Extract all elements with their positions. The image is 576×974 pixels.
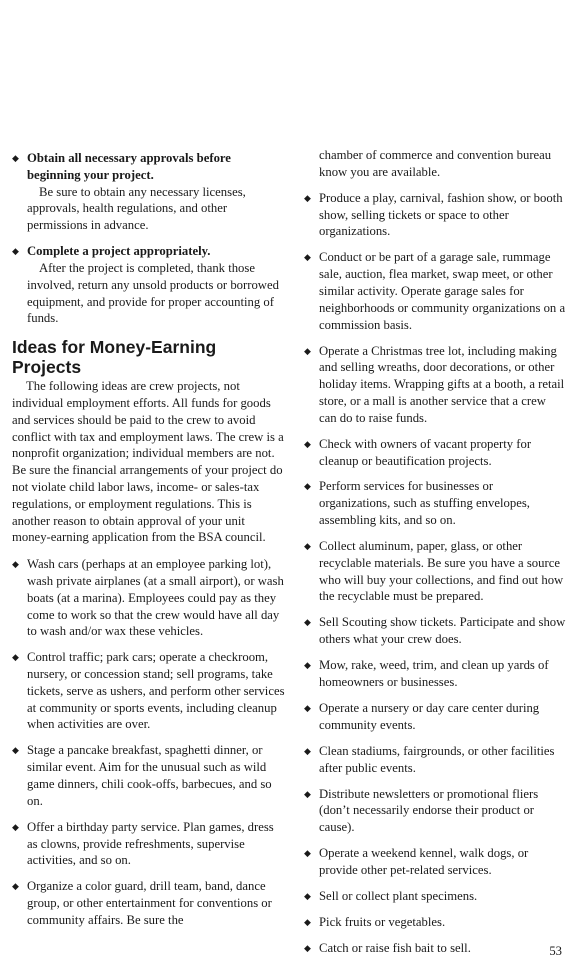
idea-text: Catch or raise fish bait to sell.	[319, 940, 471, 955]
page-number: 53	[549, 944, 562, 958]
left-column	[12, 150, 286, 938]
idea-text: Operate a nursery or day care center during community events.	[319, 701, 540, 732]
bullet-heading: Complete a project appropriately.	[27, 244, 211, 259]
idea-list-item	[304, 249, 566, 333]
idea-text: Operate a weekend kennel, walk dogs, or provide other pet-related services.	[319, 846, 529, 877]
idea-list-item	[304, 914, 566, 931]
bullet-diamond-icon: ◆	[304, 745, 311, 756]
idea-list-item	[304, 436, 566, 470]
bullet-diamond-icon: ◆	[304, 481, 311, 492]
bullet-diamond-icon: ◆	[304, 192, 311, 203]
idea-list-item	[304, 614, 566, 648]
idea-text: Perform services for businesses or organizations, such as stuffing envelopes, assembling kits, and so on.	[319, 479, 530, 528]
bullet-diamond-icon: ◆	[304, 541, 311, 552]
bullet-diamond-icon: ◆	[304, 438, 311, 449]
bullet-complete-project	[12, 243, 286, 327]
idea-text: Conduct or be part of a garage sale, rummage sale, auction, flea market, swap meet, or other similar activity. Operate garage sales for neighborhoods or community organizations on a commission basis.	[319, 250, 566, 332]
idea-list-item	[304, 845, 566, 879]
idea-text: Stage a pancake breakfast, spaghetti dinner, or similar event. Aim for the unusual such as wild game dinners, chili cook-offs, barbecues, and so on.	[27, 743, 272, 808]
bullet-diamond-icon: ◆	[304, 942, 311, 953]
continued-text: chamber of commerce and convention bureau know you are available.	[319, 148, 552, 179]
idea-text: Wash cars (perhaps at an employee parking lot), wash private airplanes (at a small airport), or wash boats (at a marina). Employees could pay as they come to work so that the crew would have all day to wash and/or wax these vehicles.	[27, 557, 284, 639]
bullet-diamond-icon: ◆	[304, 916, 311, 927]
idea-list-item	[304, 478, 566, 528]
idea-list-item	[12, 878, 286, 928]
bullet-diamond-icon: ◆	[304, 890, 311, 901]
idea-list-item	[12, 819, 286, 869]
right-column	[304, 147, 566, 966]
idea-list-item	[12, 742, 286, 809]
bullet-diamond-icon: ◆	[12, 745, 19, 756]
bullet-diamond-icon: ◆	[304, 617, 311, 628]
intro-paragraph: The following ideas are crew projects, not individual employment efforts. All funds for goods and services should be paid to the crew to avoid conflict with tax and employment laws. The crew is a nonprofit organization; individual members are not. Be sure the financial arrangements of your project do not violate child labor laws, income- or sales-tax regulations, or employment regulations. This is another reason to obtain approval of your unit money-earning application from the BSA council.	[12, 379, 284, 545]
bullet-diamond-icon: ◆	[304, 848, 311, 859]
idea-list-item	[304, 700, 566, 734]
idea-list-item	[304, 190, 566, 240]
idea-text: Offer a birthday party service. Plan games, dress as clowns, provide refreshments, supervise activities, and so on.	[27, 819, 274, 868]
bullet-body: Be sure to obtain any necessary licenses, approvals, health regulations, and other permissions in advance.	[27, 184, 246, 233]
idea-list-item	[304, 743, 566, 777]
idea-text: Sell Scouting show tickets. Participate and show others what your crew does.	[319, 615, 566, 647]
idea-text: Mow, rake, weed, trim, and clean up yards of homeowners or businesses.	[319, 658, 549, 690]
section-title: Ideas for Money-Earning Projects	[12, 337, 217, 378]
idea-text: Organize a color guard, drill team, band, dance group, or other entertainment for conventions or community affairs. Be sure the	[27, 879, 272, 928]
idea-text: Distribute newsletters or promotional fliers (don’t necessarily endorse their product or cause).	[319, 786, 539, 835]
bullet-diamond-icon: ◆	[12, 881, 19, 892]
idea-text: Produce a play, carnival, fashion show, or booth show, selling tickets or space to other organizations.	[319, 190, 563, 239]
idea-list-item	[12, 556, 286, 640]
bullet-diamond-icon: ◆	[304, 345, 311, 356]
bullet-diamond-icon: ◆	[12, 652, 19, 663]
idea-text: Sell or collect plant specimens.	[319, 888, 478, 903]
bullet-heading: Obtain all necessary approvals before beginning your project.	[27, 151, 231, 182]
bullet-diamond-icon: ◆	[12, 246, 19, 257]
idea-list-item	[304, 657, 566, 691]
right-idea-list	[304, 190, 566, 957]
idea-list-item	[304, 343, 566, 427]
bullet-obtain-approvals	[12, 150, 286, 234]
idea-list-item	[304, 940, 566, 957]
idea-text: Pick fruits or vegetables.	[319, 914, 446, 929]
idea-list-item	[304, 888, 566, 905]
idea-list-item	[304, 538, 566, 605]
bullet-diamond-icon: ◆	[304, 252, 311, 263]
idea-list-item	[304, 786, 566, 836]
bullet-diamond-icon: ◆	[304, 788, 311, 799]
bullet-diamond-icon: ◆	[12, 153, 19, 163]
idea-text: Collect aluminum, paper, glass, or other recyclable materials. Be sure you have a source who will buy your collections, and find out how the recyclable must be prepared.	[319, 539, 564, 604]
idea-text: Operate a Christmas tree lot, including making and selling wreaths, door decorations, or other holiday items. Wrapping gifts at a booth, a retail store, or a mall is another service that a crew can do to raise funds.	[319, 343, 565, 425]
idea-text: Check with owners of vacant property for cleanup or beautification projects.	[319, 436, 532, 468]
idea-text: Clean stadiums, fairgrounds, or other facilities after public events.	[319, 743, 555, 775]
bullet-diamond-icon: ◆	[304, 660, 311, 671]
idea-list-item	[12, 649, 286, 733]
bullet-diamond-icon: ◆	[12, 821, 19, 832]
bullet-diamond-icon: ◆	[12, 559, 19, 570]
idea-text: Control traffic; park cars; operate a checkroom, nursery, or concession stand; sell programs, take tickets, serve as ushers, and perform other services at community or sports events, including cleanup when activities are over.	[27, 650, 285, 732]
bullet-body: After the project is completed, thank those involved, return any unsold products or borrowed equipment, and provide for proper accounting of funds.	[27, 260, 279, 326]
bullet-diamond-icon: ◆	[304, 703, 311, 713]
